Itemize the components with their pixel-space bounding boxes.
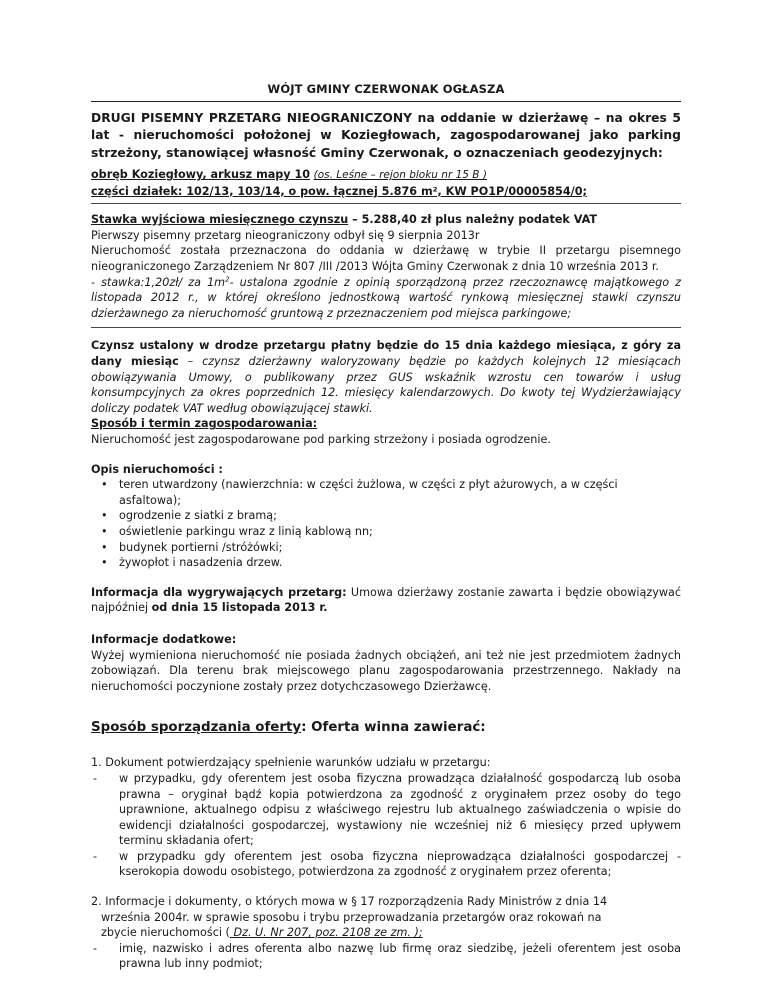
rate-pre: - stawka:1,20zł/ za 1m (91, 275, 226, 289)
info-extra-block (91, 632, 681, 694)
point2-line-c (91, 925, 681, 941)
geodesy-block (91, 167, 681, 199)
document-content (91, 82, 681, 972)
info-win-date: od dnia 15 listopada 2013 r. (151, 601, 328, 615)
list-item: • teren utwardzony (nawierzchnia: w części żużlowa, w części z płyt ażurowych, a w części asfaltowa); (119, 477, 681, 508)
stawka-line (91, 212, 681, 228)
geodesy-obreb-line (91, 167, 681, 184)
info-extra-label: Informacje dodatkowe: (91, 632, 237, 646)
stawka-value: – 5.288,40 zł plus należny podatek VAT (348, 213, 598, 227)
oferta-heading (91, 719, 681, 737)
list-item: • budynek portierni /stróżówki; (119, 540, 681, 556)
point2-line-b: września 2004r. w sprawie sposobu i trybu przeprowadzania przetargów oraz rokowań na (101, 910, 602, 924)
list-item: • żywopłot i nasadzenia drzew. (119, 555, 681, 571)
stawka-label: Stawka wyjściowa miesięcznego czynszu (91, 213, 349, 227)
stawka-block (91, 212, 681, 321)
oferta-heading-underlined: Sposób sporządzania oferty (91, 720, 302, 736)
document-title: DRUGI PISEMNY PRZETARG NIEOGRANICZONY na oddanie w dzierżawę – na okres 5 lat - nieruchomości położonej w Koziegłowach, zagospodarowanej jako parking strzeżony, stanowiącej własność Gminy Czerwonak, o oznaczeniach geodezyjnych: (91, 110, 681, 160)
sposob-label: Sposób i termin zagospodarowania: (91, 417, 318, 431)
rate-sup: 2 (225, 274, 230, 283)
sposob-text: Nieruchomość jest zagospodarowane pod parking strzeżony i posiada ogrodzenie. (91, 433, 551, 446)
info-win-text: Umowa dzierżawy zostanie zawarta i będzie obowiązywać najpóźniej (91, 585, 681, 615)
info-win-paragraph (91, 585, 681, 616)
opis-block (91, 462, 681, 571)
point1-label: 1. Dokument potwierdzający spełnienie warunków udziału w przetargu: (91, 756, 491, 770)
point2-text: zbycie nieruchomości ( (101, 926, 230, 940)
list-item: - w przypadku gdy oferentem jest osoba fizyczna nieprowadząca działalności gospodarczej - kserokopia dowodu osobistego, potwierdzona za zgodność z oryginałem przez oferenta; (119, 849, 681, 880)
geodesy-obreb-note: (os. Leśne – rejon bloku nr 15 B ) (313, 169, 487, 182)
divider (91, 203, 681, 204)
list-item: • ogrodzenie z siatki z bramą; (119, 508, 681, 524)
point2-ref: Dz. U. Nr 207, poz. 2108 ze zm. ); (229, 926, 423, 940)
rate-post: - ustalona zgodnie z opinią sporządzoną przez rzeczoznawcę majątkowego z listopada 2012 r., w której określono jednostkową wartość rynkową miesięcznej stawki czynszu dzierżawnego za nieruchomość gruntową z przeznaczeniem pod miejsca parkingowe; (91, 275, 681, 320)
oferta-point-2 (91, 894, 681, 972)
info-win-label: Informacja dla wygrywających przetarg: (91, 585, 347, 599)
point2-line-a: 2. Informacje i dokumenty, o których mowa w § 17 rozporządzenia Rady Ministrów z dnia 14 (91, 895, 608, 909)
point1-list (91, 771, 681, 880)
opis-label: Opis nieruchomości : (91, 462, 223, 476)
czynsz-block (91, 338, 681, 447)
geodesy-obreb: obręb Koziegłowy, arkusz mapy 10 (91, 168, 311, 182)
info-extra-text: Wyżej wymieniona nieruchomość nie posiada żadnych obciążeń, ani też nie jest przedmiotem żadnych zobowiązań. Dla terenu brak miejscowego planu zagospodarowania przestrzennego. Nakłady na nieruchomości poczynione zostały przez dotychczasowego Dzierżawcę. (91, 648, 681, 693)
czynsz-bold: Czynsz ustalony w drodze przetargu płatny będzie do 15 dnia każdego miesiąca, z góry za dany miesiąc (91, 339, 681, 369)
list-item: • oświetlenie parkingu wraz z linią kablową nn; (119, 524, 681, 540)
oferta-point-1 (91, 755, 681, 880)
czynsz-italic: – czynsz dzierżawny waloryzowany będzie po każdych kolejnych 12 miesiącach obowiązywania Umowy, o publikowany przez GUS wskaźnik wzrostu cen towarów i usług konsumpcyjnych za okres poprzednich 12. miesięcy kalendarzowych. Do kwoty tej Wydzierżawiający doliczy podatek VAT według obowiązującej stawki. (91, 355, 681, 415)
page-header: WÓJT GMINY CZERWONAK OGŁASZA (91, 82, 681, 102)
divider (91, 327, 681, 328)
stawka-first-tender: Pierwszy pisemny przetarg nieograniczony odbył się 9 sierpnia 2013r (91, 228, 480, 242)
list-item: - imię, nazwisko i adres oferenta albo nazwę lub firmę oraz siedzibę, jeżeli oferentem jest osoba prawna lub inny podmiot; (119, 941, 681, 972)
list-item: - w przypadku, gdy oferentem jest osoba fizyczna prowadząca działalność gospodarczą lub osoba prawna – oryginał bądź kopia potwierdzona za zgodność z oryginałem przez osoby do tego uprawnione, aktualnego odpisu z właściwego rejestru lub aktualnego zaświadczenia o wpisie do ewidencji działalności gospodarczej, wystawiony nie wcześniej niż 6 miesięcy przed upływem terminu składania ofert; (119, 771, 681, 849)
geodesy-dzialki: części działek: 102/13, 103/14, o pow. łącznej 5.876 m², KW PO1P/00005854/0; (91, 184, 587, 198)
stawka-rate (91, 275, 681, 322)
oferta-heading-rest: : Oferta winna zawierać: (301, 720, 486, 736)
stawka-decree: Nieruchomość została przeznaczona do oddania w dzierżawę w trybie II przetargu pisemnego nieograniczonego Zarządzeniem Nr 807 /III /2013 Wójta Gminy Czerwonak z dnia 10 września 2013 r. (91, 244, 681, 274)
opis-list (91, 477, 681, 571)
czynsz-paragraph (91, 338, 681, 416)
point2-list (91, 941, 681, 972)
